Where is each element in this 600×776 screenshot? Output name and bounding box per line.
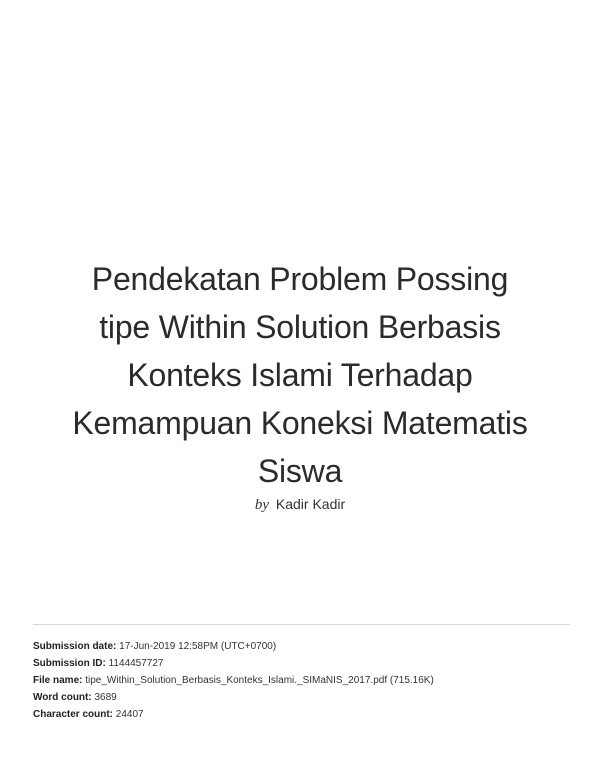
file-name-value: tipe_Within_Solution_Berbasis_Konteks_Islami._SIMaNIS_2017.pdf (715.16K) (85, 675, 434, 686)
title-line: Kemampuan Koneksi Matematis (72, 405, 528, 441)
title-line: Konteks Islami Terhadap (127, 357, 473, 393)
submission-id-label: Submission ID: (33, 658, 106, 669)
file-name-label: File name: (33, 675, 83, 686)
word-count-row (33, 689, 434, 706)
submission-id-value: 1144457727 (108, 658, 164, 669)
submission-date-label: Submission date: (33, 641, 117, 652)
word-count-label: Word count: (33, 692, 92, 703)
character-count-row (33, 706, 434, 723)
submission-date-value: 17-Jun-2019 12:58PM (UTC+0700) (119, 641, 277, 652)
author-name: Kadir Kadir (275, 496, 346, 512)
character-count-label: Character count: (33, 709, 114, 720)
title-line: Pendekatan Problem Possing (91, 261, 509, 297)
title-line: Siswa (257, 453, 343, 489)
character-count-value: 24407 (115, 709, 144, 720)
submission-date-row (33, 638, 434, 655)
by-label: by (254, 497, 269, 513)
author-byline (0, 495, 600, 514)
submission-id-row (33, 655, 434, 672)
file-name-row (33, 672, 434, 689)
divider (33, 624, 570, 625)
title-line: tipe Within Solution Berbasis (99, 309, 501, 345)
document-title (20, 255, 580, 495)
submission-details (33, 638, 434, 723)
word-count-value: 3689 (94, 692, 117, 703)
